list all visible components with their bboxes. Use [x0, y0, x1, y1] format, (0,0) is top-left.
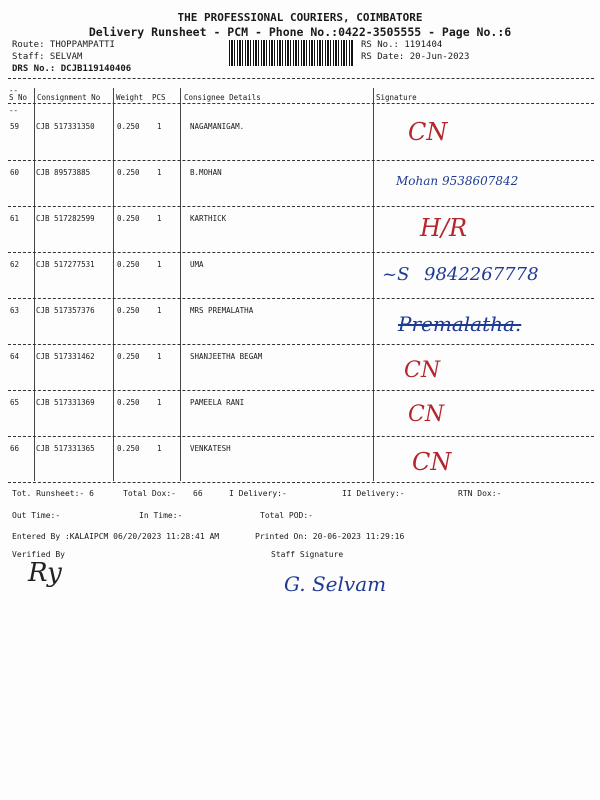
col-header-weight: Weight: [116, 93, 144, 102]
row-signature: Premalatha.: [398, 312, 522, 336]
staff-signature: G. Selvam: [284, 572, 387, 596]
divider: [8, 78, 594, 79]
divider: [8, 482, 594, 483]
row-weight: 0.250: [117, 260, 140, 269]
tot-runsheet: Tot. Runsheet:- 6: [12, 489, 94, 498]
table-row: [0, 436, 600, 482]
row-consignee: VENKATESH: [190, 444, 231, 453]
row-weight: 0.250: [117, 352, 140, 361]
divider: [8, 103, 594, 104]
row-consignment: CJB 517331365: [36, 444, 95, 453]
row-sno: 64: [10, 352, 20, 361]
col-header-pcs: PCS: [152, 93, 166, 102]
table-row: [0, 160, 600, 206]
rtn-dox: RTN Dox:-: [458, 489, 502, 498]
row-pcs: 1: [157, 260, 162, 269]
row-consignee: MRS PREMALATHA: [190, 306, 254, 315]
row-sno: 60: [10, 168, 20, 177]
row-weight: 0.250: [117, 444, 140, 453]
row-weight: 0.250: [117, 214, 140, 223]
table-row: [0, 252, 600, 298]
total-dox-value: 66: [193, 489, 203, 498]
row-signature: CN: [412, 448, 452, 476]
row-weight: 0.250: [117, 398, 140, 407]
route-label: Route: THOPPAMPATTI: [12, 40, 115, 50]
row-consignee: B.MOHAN: [190, 168, 222, 177]
verified-by-label: Verified By: [12, 550, 65, 559]
in-time: In Time:-: [139, 511, 183, 520]
row-sno: 66: [10, 444, 20, 453]
row-consignee: NAGAMANIGAM.: [190, 122, 245, 131]
col-header-consignment: Consignment No: [37, 93, 101, 102]
row-consignment: CJB 89573885: [36, 168, 91, 177]
total-dox-label: Total Dox:-: [123, 489, 176, 498]
row-consignment: CJB 517331350: [36, 122, 95, 131]
row-consignee: PAMEELA RANI: [190, 398, 245, 407]
out-time: Out Time:-: [12, 511, 61, 520]
row-weight: 0.250: [117, 122, 140, 131]
row-sno: 61: [10, 214, 20, 223]
runsheet-subtitle: Delivery Runsheet - PCM - Phone No.:0422-3505555 - Page No.:6: [88, 25, 512, 39]
row-pcs: 1: [157, 352, 162, 361]
row-consignment: CJB 517331369: [36, 398, 95, 407]
row-pcs: 1: [157, 168, 162, 177]
row-sno: 59: [10, 122, 20, 131]
row-signature: H/R: [420, 214, 468, 242]
barcode: [229, 40, 353, 66]
verified-signature: Ry: [28, 558, 62, 588]
row-consignment: CJB 517331462: [36, 352, 95, 361]
row-signature: 9842267778: [424, 264, 539, 285]
row-signature: Mohan 9538607842: [396, 174, 519, 188]
staff-signature-label: Staff Signature: [271, 550, 344, 559]
printed-on: Printed On: 20-06-2023 11:29:16: [255, 532, 405, 541]
row-signature: CN: [404, 358, 441, 383]
row-sno: 63: [10, 306, 20, 315]
row-weight: 0.250: [117, 306, 140, 315]
row-consignee: UMA: [190, 260, 204, 269]
col-header-consignee: Consignee Details: [184, 93, 261, 102]
runsheet-page: THE PROFESSIONAL COURIERS, COIMBATORE Delivery Runsheet - PCM - Phone No.:0422-3505555 - Page No.:6 Route: THOPPAMPATTI Staff: SELVAM DRS No.: DCJB119140406 RS No.: 1191404 RS Date: 20-Jun-2023 -- S No Consignment No Weight PCS Consignee Details Signature -- 59 CJB 517331350 0.250 1 NAGAMANIGAM. CN 60 CJB 89573885 0.250 1 B.MOHAN Mohan 9538607842 61 CJB 517282599 0.250 1 KARTHICK H/R 62 CJB 517277531 0.250 1 UMA ~S 9842267778 63 CJB 517357376 0.250 1 MRS PREMALATHA Premalatha. 64 CJB 517331462 0.250 1 SHANJEETHA BEGAM CN 65 CJB 517331369 0.250 1 PAMEELA RANI CN 66 CJB 517331365 0.250 1 VENKATESH CN Tot. Runsheet:- 6 Total Dox:- 66 I Delivery:- II Delivery:- RTN Dox:- Out Time:- In Time:- Total POD:- Entered By :KALAIPCM 06/20/2023 11:28:41 AM Printed On: 20-06-2023 11:29:16 Verified By Staff Signature Ry G. Selvam: [0, 0, 600, 800]
pen-stroke-icon: ~S: [382, 264, 410, 285]
row-sno: 65: [10, 398, 20, 407]
row-sno: 62: [10, 260, 20, 269]
row-pcs: 1: [157, 398, 162, 407]
row-consignee: KARTHICK: [190, 214, 227, 223]
total-pod: Total POD:-: [260, 511, 313, 520]
table-row: [0, 206, 600, 252]
row-signature: CN: [408, 118, 448, 146]
col-header-sno: S No: [9, 93, 28, 102]
drs-number: DRS No.: DCJB119140406: [12, 64, 132, 74]
entered-by: Entered By :KALAIPCM 06/20/2023 11:28:41 AM: [12, 532, 220, 541]
col-header-signature: Signature: [376, 93, 417, 102]
company-title: THE PROFESSIONAL COURIERS, COIMBATORE: [177, 11, 423, 24]
rs-date: RS Date: 20-Jun-2023: [361, 52, 470, 62]
table-row: [0, 344, 600, 390]
row-pcs: 1: [157, 444, 162, 453]
rs-number: RS No.: 1191404: [361, 40, 443, 50]
row-pcs: 1: [157, 122, 162, 131]
row-consignment: CJB 517357376: [36, 306, 95, 315]
row-pcs: 1: [157, 214, 162, 223]
row-consignment: CJB 517277531: [36, 260, 95, 269]
row-weight: 0.250: [117, 168, 140, 177]
table-row: [0, 390, 600, 436]
row-consignment: CJB 517282599: [36, 214, 95, 223]
table-row: [0, 298, 600, 344]
ii-delivery: II Delivery:-: [342, 489, 405, 498]
row-consignee: SHANJEETHA BEGAM: [190, 352, 263, 361]
staff-label: Staff: SELVAM: [12, 52, 83, 62]
i-delivery: I Delivery:-: [229, 489, 287, 498]
row-signature: CN: [408, 402, 445, 427]
row-pcs: 1: [157, 306, 162, 315]
table-row: [0, 114, 600, 160]
